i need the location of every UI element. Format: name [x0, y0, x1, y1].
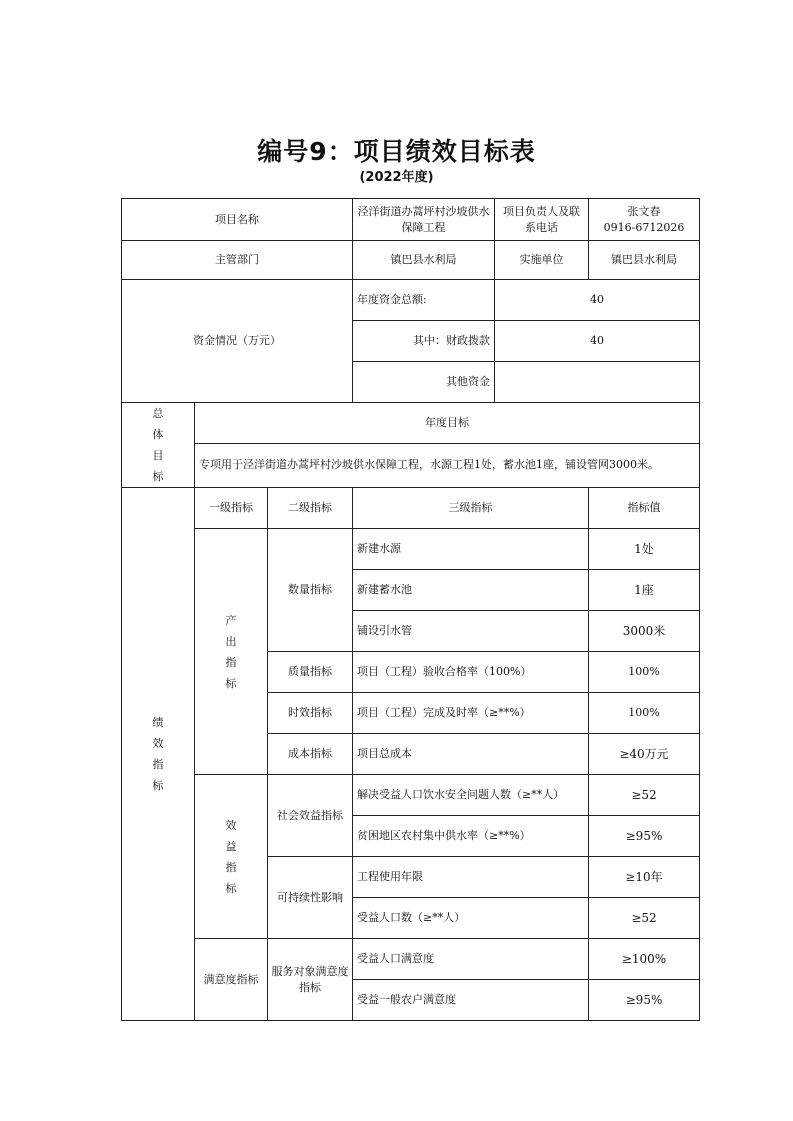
funds-label: 资金情况（万元）	[122, 280, 353, 403]
col-header-level2: 二级指标	[268, 488, 353, 529]
contact-value	[589, 199, 700, 241]
quantity-label: 数量指标	[268, 529, 353, 652]
contact-label: 项目负责人及联系电话	[495, 199, 589, 241]
benefit-label-text: 效益指标	[225, 818, 237, 895]
table-row	[122, 199, 700, 241]
indicator-value: ≥95%	[589, 980, 700, 1021]
funds-other-value	[495, 362, 700, 403]
funds-other-label: 其他资金	[353, 362, 495, 403]
col-header-level3: 三级指标	[353, 488, 589, 529]
project-name-label: 项目名称	[122, 199, 353, 241]
indicator-name: 受益人口数（≥**人）	[353, 898, 589, 939]
output-label	[195, 529, 268, 775]
indicator-name: 新建水源	[353, 529, 589, 570]
contact-name: 张文春	[627, 204, 661, 218]
indicator-name: 解决受益人口饮水安全问题人数（≥**人）	[353, 775, 589, 816]
table-row	[122, 529, 700, 570]
indicator-value: ≥52	[589, 898, 700, 939]
table-row	[122, 241, 700, 280]
indicator-value: ≥40万元	[589, 734, 700, 775]
annual-goal-text: 专项用于泾洋街道办蒿坪村沙坡供水保障工程，水源工程1处，蓄水池1座，铺设管网3000米。	[195, 443, 700, 487]
indicator-name: 贫困地区农村集中供水率（≥**%）	[353, 816, 589, 857]
funds-fiscal-label: 其中：财政拨款	[353, 321, 495, 362]
dept-value: 镇巴县水利局	[353, 241, 495, 280]
annual-goal-label: 年度目标	[195, 403, 700, 444]
indicator-value: 1处	[589, 529, 700, 570]
cost-label: 成本指标	[268, 734, 353, 775]
indicator-value: 100%	[589, 652, 700, 693]
indicator-name: 工程使用年限	[353, 857, 589, 898]
funds-fiscal-value: 40	[495, 321, 700, 362]
indicator-value: 1座	[589, 570, 700, 611]
timeliness-label: 时效指标	[268, 693, 353, 734]
contact-phone: 0916-6712026	[603, 220, 685, 234]
indicator-name: 铺设引水管	[353, 611, 589, 652]
indicator-value: ≥10年	[589, 857, 700, 898]
impl-value: 镇巴县水利局	[589, 241, 700, 280]
funds-total-label: 年度资金总额:	[353, 280, 495, 321]
indicator-name: 项目（工程）完成及时率（≥**%）	[353, 693, 589, 734]
table-row	[122, 775, 700, 816]
sustain-label: 可持续性影响	[268, 857, 353, 939]
indicator-name: 项目（工程）验收合格率（100%）	[353, 652, 589, 693]
col-header-value: 指标值	[589, 488, 700, 529]
performance-table	[121, 198, 700, 1021]
indicator-value: 100%	[589, 693, 700, 734]
page-subtitle: (2022年度)	[359, 170, 434, 185]
project-name-value: 泾洋街道办蒿坪村沙坡供水保障工程	[353, 199, 495, 241]
indicator-name: 新建蓄水池	[353, 570, 589, 611]
overall-label	[122, 403, 195, 488]
satisfaction-label: 满意度指标	[195, 939, 268, 1021]
indicator-name: 受益人口满意度	[353, 939, 589, 980]
output-label-text: 产出指标	[225, 613, 237, 690]
perf-label-text: 绩效指标	[152, 716, 164, 792]
social-label: 社会效益指标	[268, 775, 353, 857]
impl-label: 实施单位	[495, 241, 589, 280]
indicator-value: ≥100%	[589, 939, 700, 980]
service-label: 服务对象满意度指标	[268, 939, 353, 1021]
table-row	[122, 939, 700, 980]
table-row	[122, 280, 700, 321]
benefit-label	[195, 775, 268, 939]
indicator-value: ≥95%	[589, 816, 700, 857]
indicator-value: ≥52	[589, 775, 700, 816]
indicator-value: 3000米	[589, 611, 700, 652]
indicator-name: 受益一般农户满意度	[353, 980, 589, 1021]
table-row	[122, 443, 700, 487]
page-title: 编号9：项目绩效目标表	[257, 137, 536, 166]
quality-label: 质量指标	[268, 652, 353, 693]
indicator-name: 项目总成本	[353, 734, 589, 775]
funds-total-value: 40	[495, 280, 700, 321]
overall-label-text: 总体目标	[152, 407, 164, 483]
table-row	[122, 488, 700, 529]
col-header-level1: 一级指标	[195, 488, 268, 529]
perf-label	[122, 488, 195, 1021]
dept-label: 主管部门	[122, 241, 353, 280]
table-row	[122, 403, 700, 444]
